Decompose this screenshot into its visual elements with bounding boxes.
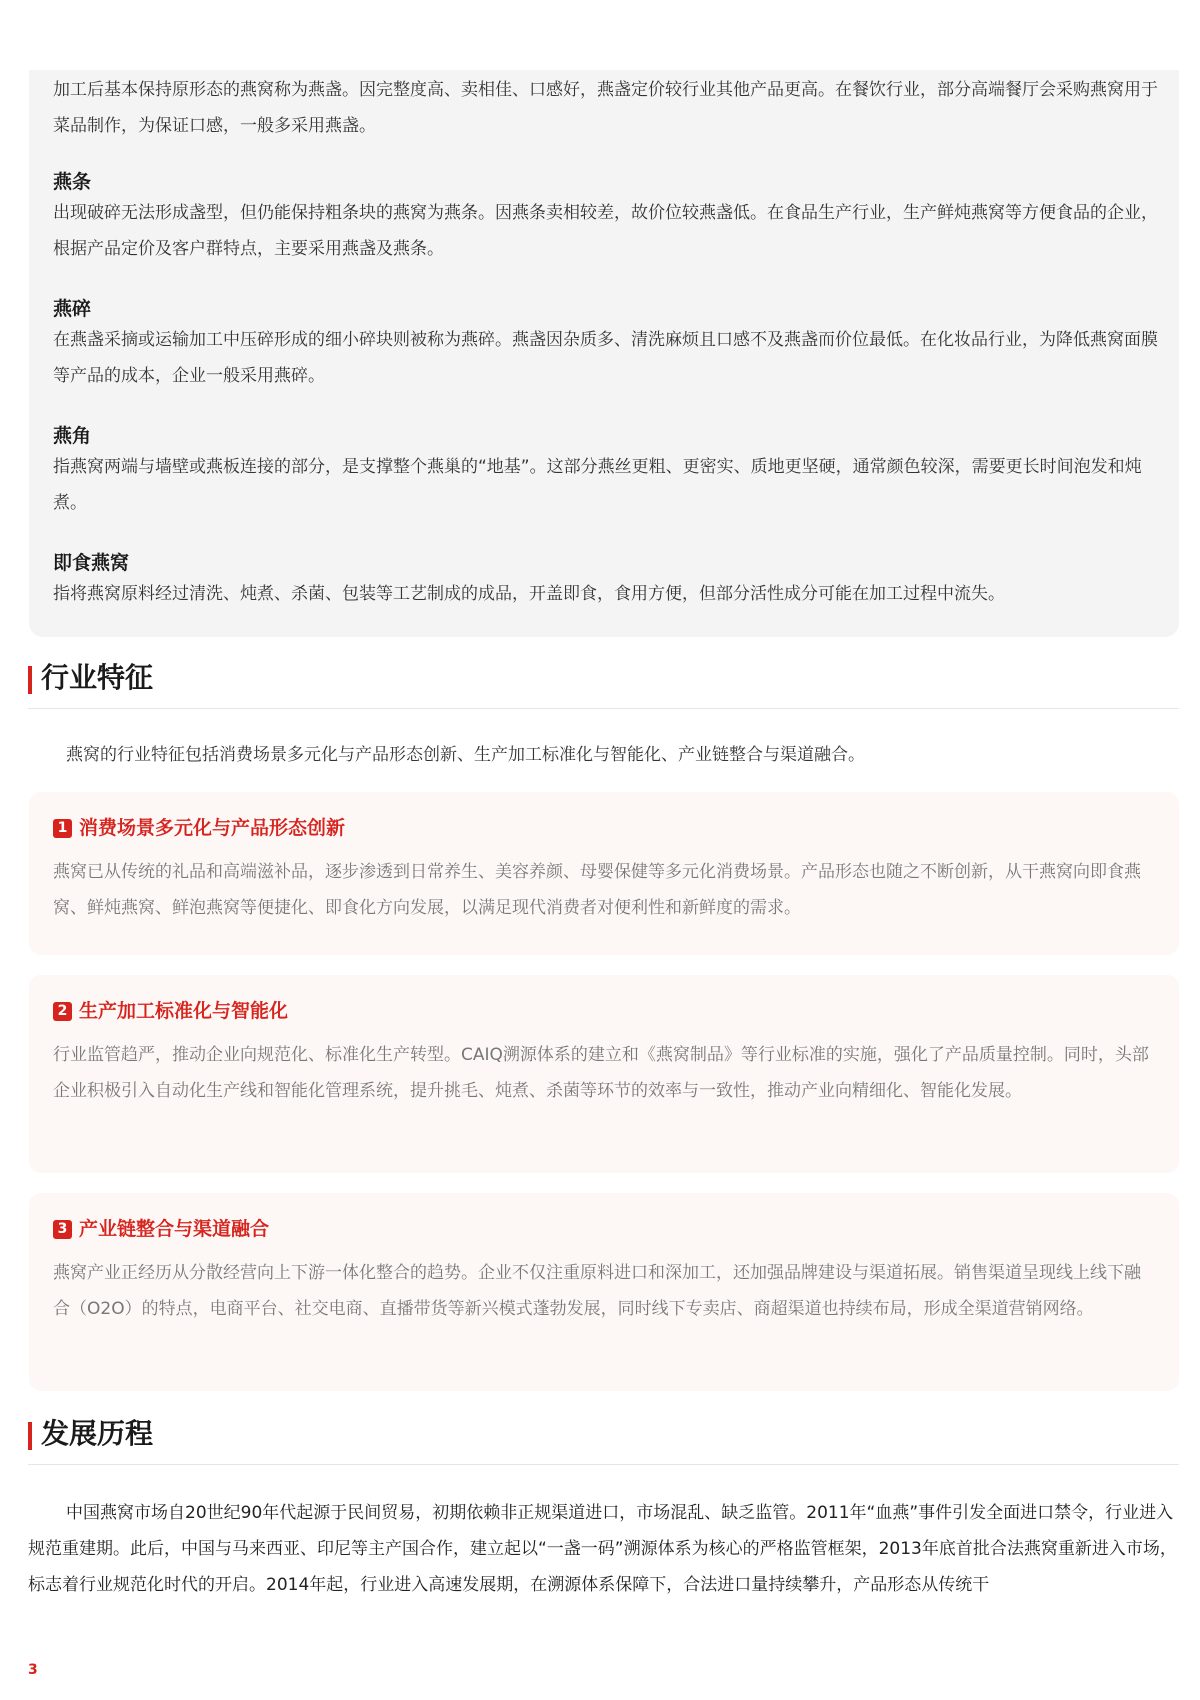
section-title: 行业特征 bbox=[41, 661, 154, 694]
feature-card-3 bbox=[29, 1193, 1179, 1391]
term-title: 即食燕窝 bbox=[53, 552, 130, 574]
term-text: 指将燕窝原料经过清洗、炖煮、杀菌、包装等工艺制成的成品，开盖即食，食用方便，但部分活性成分可能在加工过程中流失。 bbox=[53, 584, 1005, 604]
page-number: 3 bbox=[28, 1662, 38, 1678]
term-yansui bbox=[53, 296, 1163, 394]
term-text: 在燕盏采摘或运输加工中压碎形成的细小碎块则被称为燕碎。燕盏因杂质多、清洗麻烦且口感不及燕盏而价位最低。在化妆品行业，为降低燕窝面膜等产品的成本，企业一般采用燕碎。 bbox=[53, 330, 1158, 386]
term-text: 加工后基本保持原形态的燕窝称为燕盏。因完整度高、卖相佳、口感好，燕盏定价较行业其他产品更高。在餐饮行业，部分高端餐厅会采购燕窝用于菜品制作，为保证口感，一般多采用燕盏。 bbox=[53, 80, 1158, 136]
term-jishi-yanwo bbox=[53, 550, 1163, 612]
card-text: 燕窝已从传统的礼品和高端滋补品，逐步渗透到日常养生、美容养颜、母婴保健等多元化消费场景。产品形态也随之不断创新，从干燕窝向即食燕窝、鲜炖燕窝、鲜泡燕窝等便捷化、即食化方向发展，以满足现代消费者对便利性和新鲜度的需求。 bbox=[53, 862, 1141, 918]
term-text: 出现破碎无法形成盏型，但仍能保持粗条块的燕窝为燕条。因燕条卖相较差，故价位较燕盏低。在食品生产行业，生产鲜炖燕窝等方便食品的企业，根据产品定价及客户群特点，主要采用燕盏及燕条。 bbox=[53, 203, 1158, 259]
number-badge: 2 bbox=[53, 1002, 72, 1021]
term-title: 燕角 bbox=[53, 425, 92, 447]
feature-card-1 bbox=[29, 792, 1179, 955]
card-header bbox=[53, 1216, 269, 1242]
section-accent-bar bbox=[28, 666, 32, 694]
number-badge: 1 bbox=[53, 819, 72, 838]
card-title: 产业链整合与渠道融合 bbox=[79, 1218, 270, 1240]
section-header-features bbox=[28, 656, 1179, 709]
card-text: 燕窝产业正经历从分散经营向上下游一体化整合的趋势。企业不仅注重原料进口和深加工，还加强品牌建设与渠道拓展。销售渠道呈现线上线下融合（O2O）的特点，电商平台、社交电商、直播带货等新兴模式蓬勃发展，同时线下专卖店、商超渠道也持续布局，形成全渠道营销网络。 bbox=[53, 1263, 1141, 1319]
features-intro: 燕窝的行业特征包括消费场景多元化与产品形态创新、生产加工标准化与智能化、产业链整合与渠道融合。 bbox=[66, 745, 865, 765]
card-title: 生产加工标准化与智能化 bbox=[79, 1000, 289, 1022]
section-title: 发展历程 bbox=[41, 1417, 154, 1450]
history-paragraph: 中国燕窝市场自20世纪90年代起源于民间贸易，初期依赖非正规渠道进口，市场混乱、缺乏监管。2011年“血燕”事件引发全面进口禁令，行业进入规范重建期。此后，中国与马来西亚、印尼等主产国合作，建立起以“一盏一码”溯源体系为核心的严格监管框架，2013年底首批合法燕窝重新进入市场，标志着行业规范化时代的开启。2014年起，行业进入高速发展期，在溯源体系保障下，合法进口量持续攀升，产品形态从传统干 bbox=[28, 1503, 1177, 1595]
term-title: 燕碎 bbox=[53, 298, 92, 320]
term-text: 指燕窝两端与墙壁或燕板连接的部分，是支撑整个燕巢的“地基”。这部分燕丝更粗、更密实、质地更坚硬，通常颜色较深，需要更长时间泡发和炖煮。 bbox=[53, 457, 1142, 513]
card-text: 行业监管趋严，推动企业向规范化、标准化生产转型。CAIQ溯源体系的建立和《燕窝制品》等行业标准的实施，强化了产品质量控制。同时，头部企业积极引入自动化生产线和智能化管理系统，提升挑毛、炖煮、杀菌等环节的效率与一致性，推动产业向精细化、智能化发展。 bbox=[53, 1045, 1149, 1101]
feature-card-2 bbox=[29, 975, 1179, 1173]
card-header bbox=[53, 815, 345, 841]
card-header bbox=[53, 998, 288, 1024]
section-header-history bbox=[28, 1412, 1179, 1465]
number-badge: 3 bbox=[53, 1220, 72, 1239]
term-title: 燕条 bbox=[53, 171, 92, 193]
term-yanzhan bbox=[53, 72, 1163, 144]
term-yanjiao bbox=[53, 423, 1163, 521]
section-accent-bar bbox=[28, 1422, 32, 1450]
card-title: 消费场景多元化与产品形态创新 bbox=[79, 817, 346, 839]
term-yantiao bbox=[53, 169, 1163, 267]
